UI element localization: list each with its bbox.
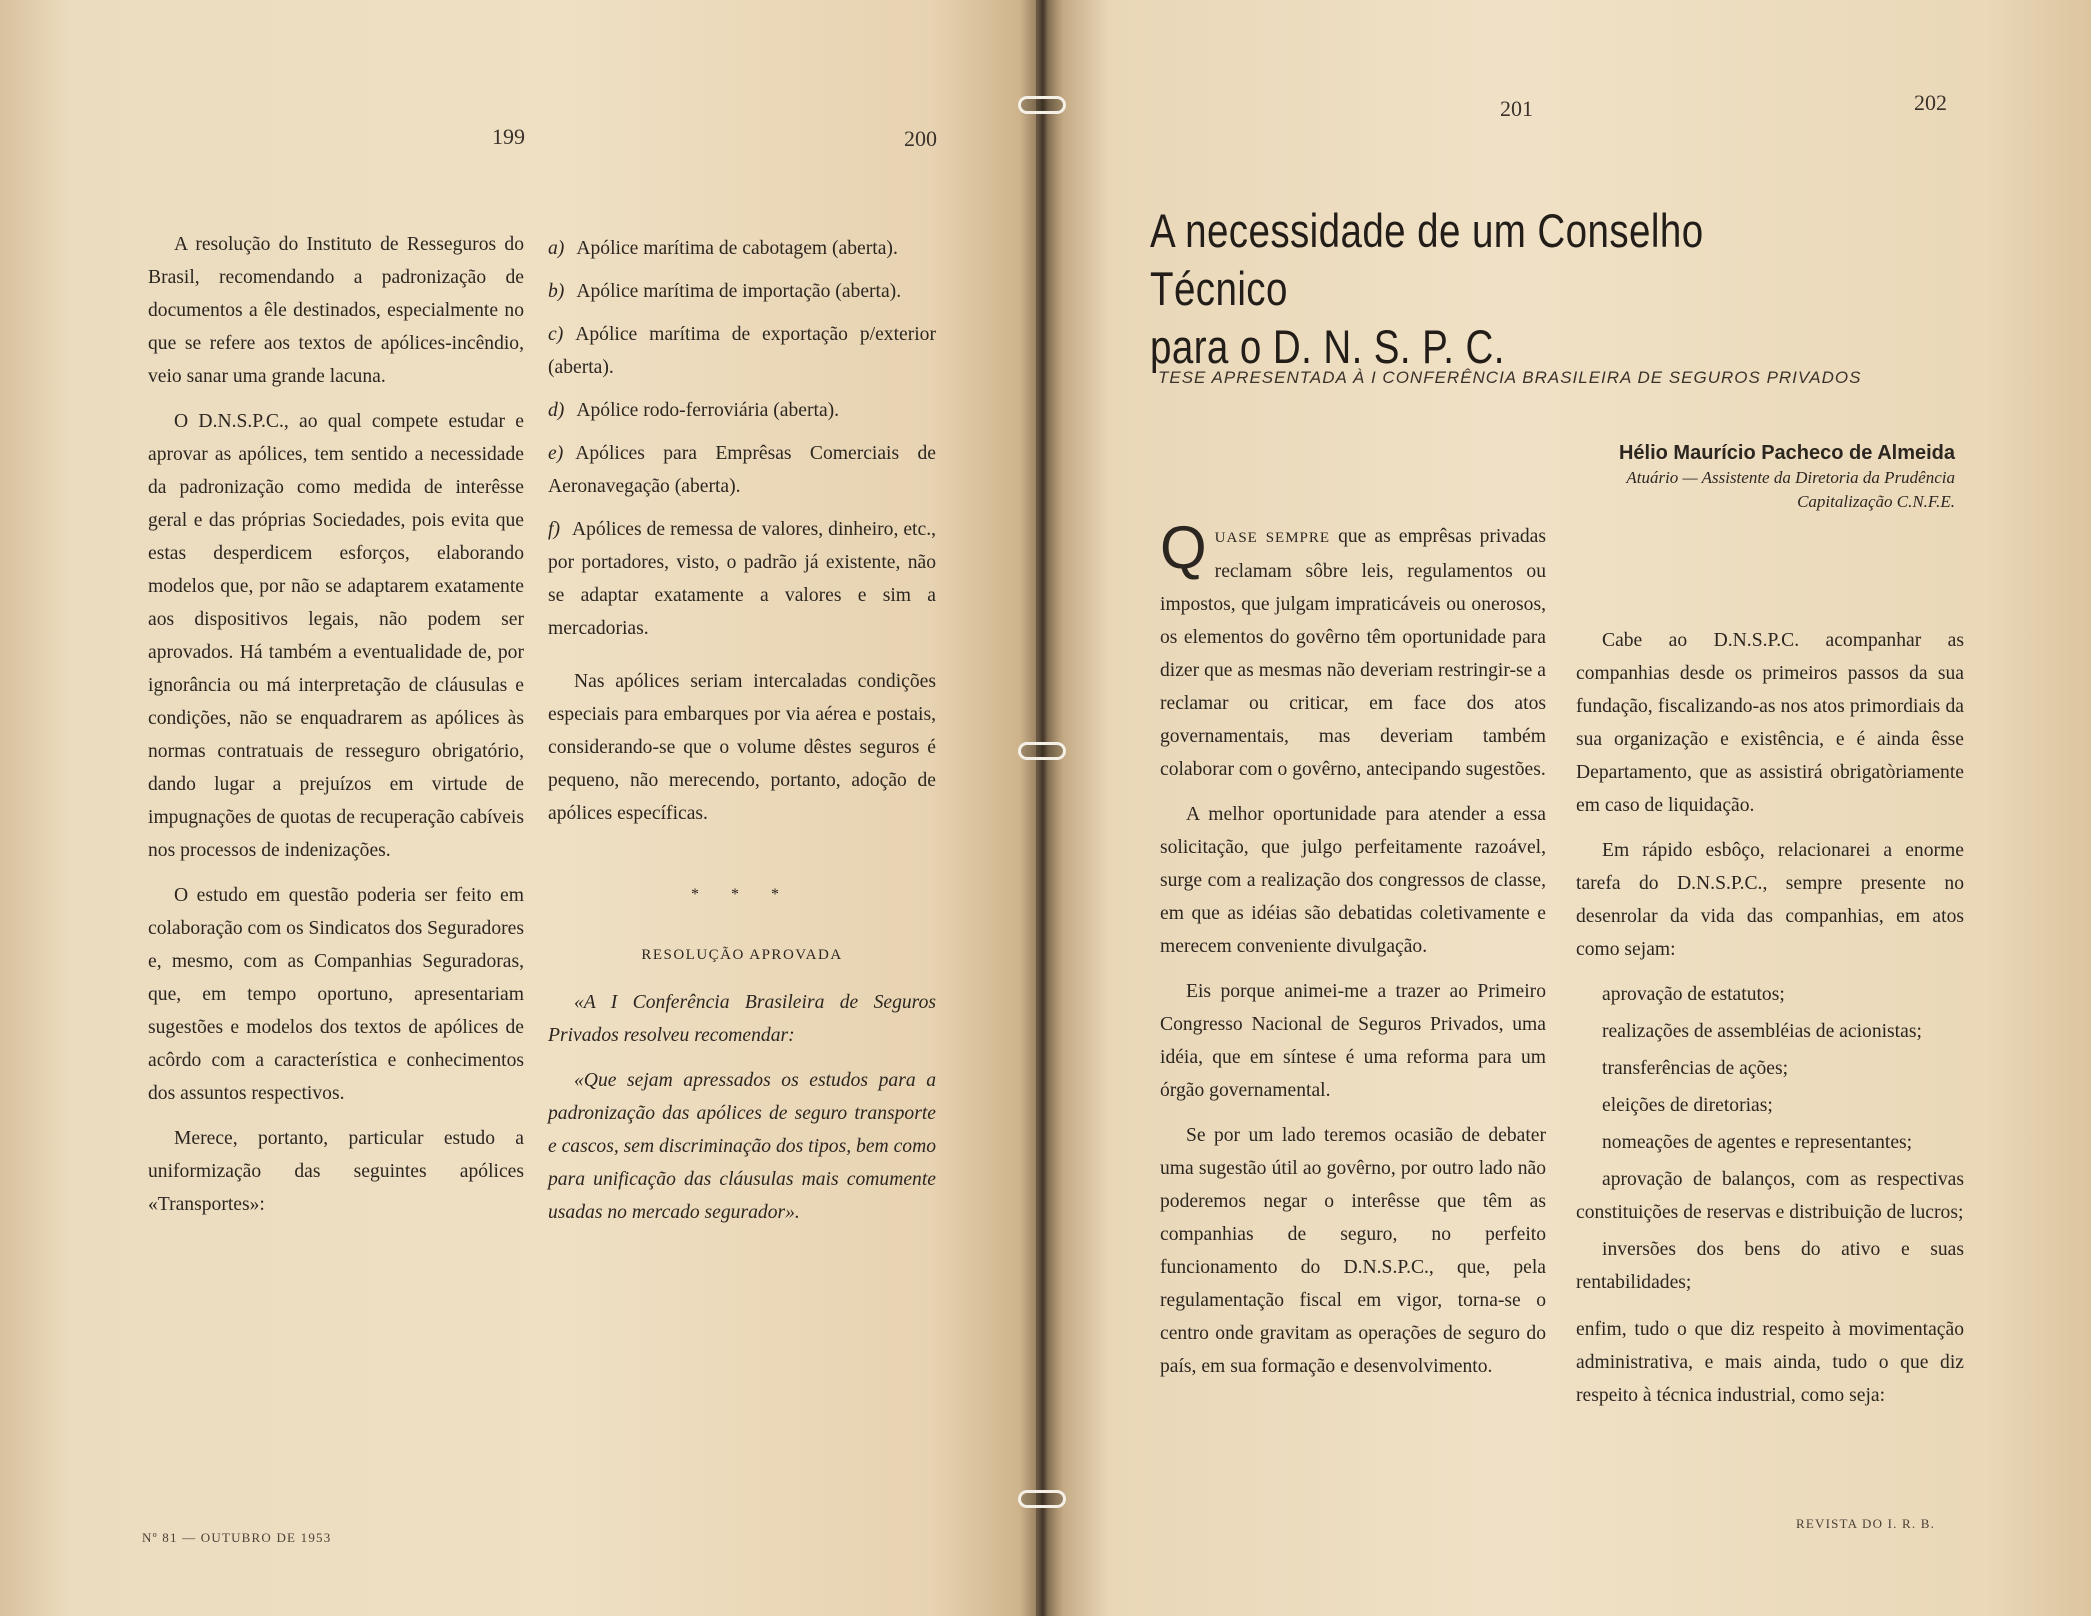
list-item: eleições de diretorias; — [1602, 1095, 1773, 1116]
binding-stitch — [1018, 742, 1066, 760]
paragraph: enfim, tudo o que diz respeito à movimentação administrativa, e mais ainda, tudo o que diz respeito à técnica industrial, como seja: — [1576, 1319, 1964, 1406]
list-item: b) Apólice marítima de importação (aberta). — [548, 281, 902, 302]
paragraph: O D.N.S.P.C., ao qual compete estudar e aprovar as apólices, tem sentido a necessidade da padronização como medida de interêsse geral e das próprias Sociedades, pois evita que estas desperdicem esforços, elaborando modelos que, por não se adaptarem exatamente aos dispositivos legais, não podem ser aprovados. Há também a eventualidade de, por ignorância ou má interpretação de cláusulas e condições, não se enquadrarem as apólices às normas contratuais de resseguro obrigatório, dando lugar a prejuízos em virtude de impugnações de quotas de recuperação cabíveis nos processos de indenizações. — [148, 411, 524, 861]
paragraph: Cabe ao D.N.S.P.C. acompanhar as companhias desde os primeiros passos da sua fundação, fiscalizando-as nos atos primordiais da sua organização e existência, e é ainda êsse Departamento, que as assistirá obrigatòriamente em caso de liquidação. — [1576, 630, 1964, 816]
left-column-1 — [148, 228, 524, 1233]
paragraph: O estudo em questão poderia ser feito em colaboração com os Sindicatos dos Seguradores e, mesmo, com as Companhias Seguradoras, que, em tempo oportuno, apresentariam sugestões e modelos dos textos de apólices de acôrdo com a característica e conhecimentos dos assuntos respectivos. — [148, 885, 524, 1104]
resolution-quote: «Que sejam apressados os estudos para a padronização das apólices de seguro transporte e cascos, sem discriminação dos tipos, bem como para unificação das cláusulas mais comumente usadas no mercado segurador». — [548, 1070, 937, 1223]
author-block — [1400, 440, 1955, 514]
list-item: aprovação de estatutos; — [1602, 984, 1785, 1005]
book-gutter — [1020, 0, 1064, 1616]
binding-stitch — [1018, 96, 1066, 114]
list-item: realizações de assembléias de acionistas; — [1602, 1021, 1922, 1042]
list-item: a) Apólice marítima de cabotagem (aberta). — [548, 238, 898, 259]
paragraph: Eis porque animei-me a trazer ao Primeiro Congresso Nacional de Seguros Privados, uma idéia, que em síntese é uma reforma para um órgão governamental. — [1160, 981, 1546, 1101]
page-footer: Nº 81 — OUTUBRO DE 1953 — [142, 1530, 332, 1545]
list-item: f) Apólices de remessa de valores, dinheiro, etc., por portadores, visto, o padrão já existente, não se adaptar exatamente a valores e sim a mercadorias. — [548, 519, 936, 639]
binding-stitch — [1018, 1490, 1066, 1508]
section-separator: * * * — [691, 886, 793, 903]
author-role: Atuário — Assistente da Diretoria da Prudência — [1626, 468, 1955, 487]
paragraph: Em rápido esbôço, relacionarei a enorme tarefa do D.N.S.P.C., sempre presente no desenrolar da vida das companhias, em atos como sejam: — [1576, 840, 1964, 960]
right-column-1 — [1160, 514, 1546, 1395]
article-subtitle: TESE APRESENTADA À I CONFERÊNCIA BRASILEIRA DE SEGUROS PRIVADOS — [1158, 368, 1862, 387]
list-item: d) Apólice rodo-ferroviária (aberta). — [548, 400, 840, 421]
list-item: e) Apólices para Emprêsas Comerciais de Aeronavegação (aberta). — [548, 443, 936, 497]
page-number: 201 — [1500, 96, 1533, 121]
resolution-intro: «A I Conferência Brasileira de Seguros Privados resolveu recomendar: — [548, 992, 936, 1046]
page-number: 202 — [1914, 90, 1947, 115]
paragraph: Nas apólices seriam intercaladas condições especiais para embarques por via aérea e postais, considerando-se que o volume dêstes seguros é pequeno, não merecendo, portanto, adoção de apólices específicas. — [548, 671, 936, 824]
author-name: Hélio Maurício Pacheco de Almeida — [1618, 442, 1955, 464]
page-footer: REVISTA DO I. R. B. — [1796, 1516, 1936, 1531]
list-item: aprovação de balanços, com as respectivas constituições de reservas e distribuição de lucros; — [1576, 1169, 1964, 1223]
right-column-2 — [1576, 624, 1964, 1424]
paragraph: A resolução do Instituto de Resseguros do Brasil, recomendando a padronização de documentos a êle destinados, especialmente no que se refere aos textos de apólices-incêndio, veio sanar uma grande lacuna. — [148, 234, 524, 387]
paragraph: A melhor oportunidade para atender a essa solicitação, que julgo perfeitamente razoável, surge com a realização dos congressos de classe, em que as idéias são debatidas coletivamente e merecem conveniente divulgação. — [1160, 804, 1546, 957]
page-number: 200 — [904, 126, 937, 151]
list-item: inversões dos bens do ativo e suas rentabilidades; — [1576, 1239, 1964, 1293]
article-title: A necessidade de um Conselho Técnico para o D. N. S. P. C. — [1150, 204, 1704, 373]
list-item: nomeações de agentes e representantes; — [1602, 1132, 1913, 1153]
paragraph: Merece, portanto, particular estudo a uniformização das seguintes apólices «Transportes»: — [148, 1128, 524, 1215]
left-column-2 — [548, 232, 936, 1241]
paragraph: Se por um lado teremos ocasião de debater uma sugestão útil ao govêrno, por outro lado não poderemos negar o interêsse que têm as companhias de seguro, no perfeito funcionamento do D.N.S.P.C., que, pela regulamentação fiscal em vigor, torna-se o centro onde gravitam as operações de seguro do país, em sua formação e desenvolvimento. — [1160, 1125, 1546, 1377]
drop-cap: Q — [1160, 514, 1207, 581]
list-item: transferências de ações; — [1602, 1058, 1789, 1079]
author-affiliation: Capitalização C.N.F.E. — [1797, 492, 1955, 511]
list-item: c) Apólice marítima de exportação p/exterior (aberta). — [548, 324, 936, 378]
opening-paragraph: QUASE SEMPRE que as emprêsas privadas reclamam sôbre leis, regulamentos ou impostos, que julgam impraticáveis ou onerosos, os elementos do govêrno têm oportunidade para dizer que as mesmas não deveriam restringir-se a reclamar ou criticar, em face dos atos governamentais, mas deveriam também colaborar com o govêrno, antecipando sugestões. — [1160, 514, 1546, 780]
page-number: 199 — [492, 124, 525, 149]
resolution-heading: RESOLUÇÃO APROVADA — [641, 947, 843, 963]
